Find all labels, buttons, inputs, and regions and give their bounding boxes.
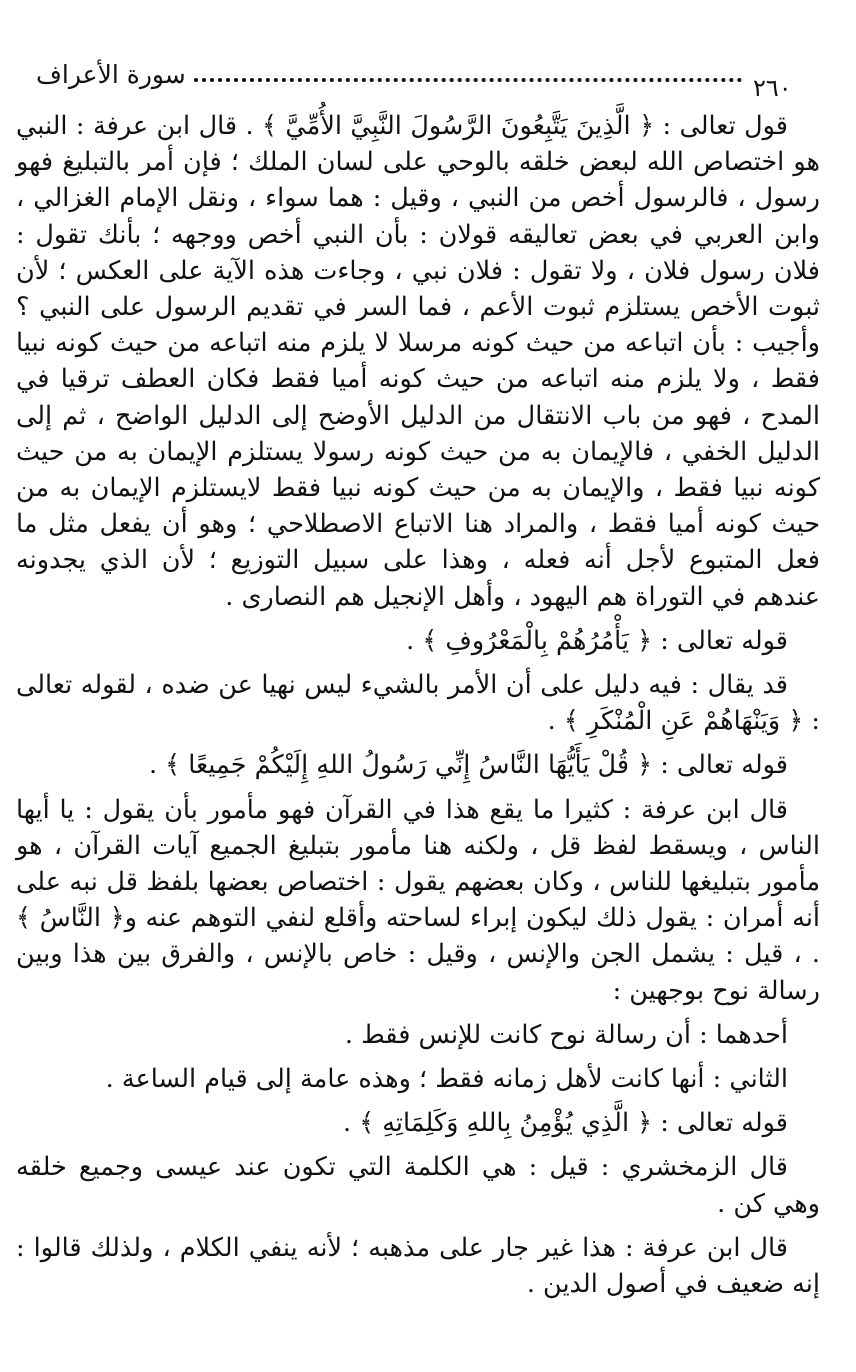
page-number: ٢٦٠: [753, 74, 792, 102]
paragraph-4: قوله تعالى : ﴿ قُلْ يَأَيُّهَا النَّاسُ إِنِّي رَسُولُ اللهِ إِلَيْكُمْ جَمِيعًا ﴾ .: [148, 750, 788, 781]
paragraph-8: قوله تعالى : ﴿ الَّذِي يُؤْمِنُ بِاللهِ وَكَلِمَاتِهِ ﴾ .: [343, 1108, 788, 1139]
paragraph-1: قول تعالى : ﴿ الَّذِينَ يَتَّبِعُونَ الرَّسُولَ النَّبِيَّ الأُمِّيَّ ﴾ . قال ابن عرفة : النبي هو اختصاص الله لبعض خلقه بالوحي على لسان الملك ؛ فإن أمر بالتبليغ فهو رسول ، فالرسول أخص من النبي ، وقيل : هما سواء ، ونقل الإمام الغزالي ، وابن العربي في بعض تعاليقه قولان : بأن النبي أخص ووجهه ؛ بأنك تقول : فلان رسول فلان ، ولا تقول : فلان نبي ، وجاءت هذه الآية على العكس ؛ لأن ثبوت الأخص يستلزم ثبوت الأعم ، فما السر في تقديم الرسول على النبي ؟ وأجيب : بأن اتباعه من حيث كونه مرسلا لا يلزم منه اتباعه من حيث كونه نبيا فقط ، ولا يلزم منه اتباعه من حيث كونه أميا فقط فكان العطف ترقيا في المدح ، فهو من باب الانتقال من الدليل الأوضح إلى الدليل الواضح ، ثم إلى الدليل الخفي ، فالإيمان به من حيث كونه رسولا يستلزم الإيمان به من حيث كونه نبيا فقط ، والإيمان به من حيث كونه نبيا فقط لايستلزم الإيمان به من حيث كونه أميا فقط ، والمراد هنا الاتباع الاصطلاحي ؛ وهو أن يفعل مثل ما فعل المتبوع لأجل أنه فعله ، وهذا على سبيل التوزيع ؛ لأن الذي يجدونه عندهم في التوراة هم اليهود ، وأهل الإنجيل هم النصارى .: [16, 111, 820, 612]
header-dotted-leader: [194, 78, 742, 82]
paragraph-2: قوله تعالى : ﴿ يَأْمُرُهُمْ بِالْمَعْرُوفِ ﴾ .: [406, 625, 788, 656]
page-header: [18, 58, 826, 102]
paragraph-3: قد يقال : فيه دليل على أن الأمر بالشيء ليس نهيا عن ضده ، لقوله تعالى : ﴿ وَيَنْهَاهُمْ عَنِ الْمُنْكَرِ ﴾ .: [16, 670, 820, 737]
surah-title: سورة الأعراف: [36, 60, 186, 89]
paragraph-10: قال ابن عرفة : هذا غير جار على مذهبه ؛ لأنه ينفي الكلام ، ولذلك قالوا : إنه ضعيف في أصول الدين .: [16, 1232, 820, 1300]
paragraph-9: قال الزمخشري : قيل : هي الكلمة التي تكون عند عيسى وجميع خلقه وهي كن .: [16, 1152, 820, 1219]
body-text: [16, 108, 820, 1302]
paragraph-6: أحدهما : أن رسالة نوح كانت للإنس فقط .: [344, 1019, 788, 1050]
paragraph-5: قال ابن عرفة : كثيرا ما يقع هذا في القرآن فهو مأمور بأن يقول : يا أيها الناس ، ويسقط لفظ قل ، ولكنه هنا مأمور بتبليغ الجميع آيات القرآن ، هو مأمور بتبليغها للناس ، وكان بعضهم يقول : اختصاص بعضها بلفظ قل نبه على أنه أمران : يقول ذلك ليكون إبراء لساحته وأقلع لنفي التوهم عنه و﴿ النَّاسُ ﴾ . ، قيل : يشمل الجن والإنس ، وقيل : خاص بالإنس ، والفرق بين هذا وبين رسالة نوح بوجهين :: [16, 794, 820, 1006]
paragraph-7: الثاني : أنها كانت لأهل زمانه فقط ؛ وهذه عامة إلى قيام الساعة .: [105, 1064, 788, 1095]
